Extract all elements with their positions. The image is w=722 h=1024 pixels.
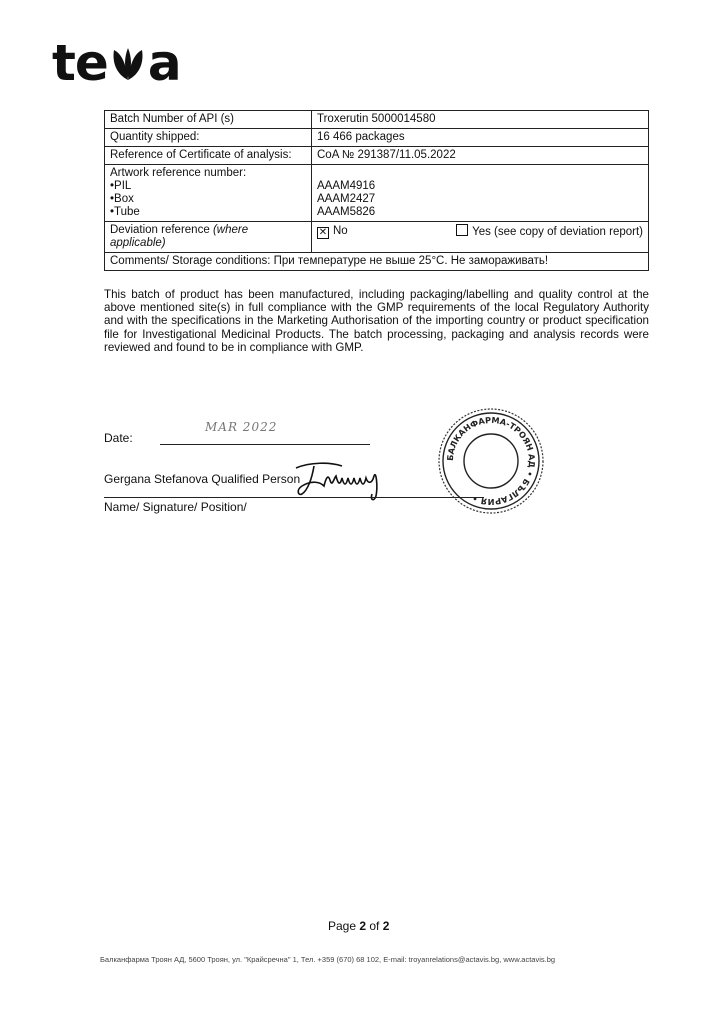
- quantity-value: 16 466 packages: [312, 129, 649, 147]
- leaf-icon: [108, 44, 148, 84]
- date-value: MAR 2022: [205, 420, 278, 434]
- logo-text-right: a: [147, 34, 181, 92]
- name-signature-position: Name/ Signature/ Position/: [104, 500, 247, 514]
- logo-text-left: te: [52, 34, 108, 92]
- seal-text: БАЛКАНФАРМА-ТРОЯН АД • БЪЛГАРИЯ •: [444, 414, 538, 508]
- deviation-no-option[interactable]: [317, 225, 348, 239]
- list-item: • PIL: [110, 180, 306, 193]
- quantity-label: Quantity shipped:: [105, 129, 312, 147]
- date-label: Date:: [104, 431, 133, 445]
- deviation-yes-option[interactable]: [456, 224, 643, 239]
- signature-icon: [290, 456, 400, 506]
- deviation-label-note: (where applicable): [110, 224, 249, 249]
- total-pages: 2: [382, 919, 390, 933]
- table-row: [105, 129, 649, 147]
- batch-label: Batch Number of API (s): [105, 111, 312, 129]
- table-row: [105, 253, 649, 271]
- teva-logo: [52, 34, 181, 92]
- table-row: [105, 111, 649, 129]
- artwork-value: AAAM2427: [317, 193, 376, 205]
- reference-label: Reference of Certificate of analysis:: [105, 147, 312, 165]
- page-number: Page 2 of 2: [328, 919, 390, 933]
- table-row: [105, 165, 649, 222]
- footer-address: Балканфарма Троян АД, 5600 Троян, ул. "Крайсречна" 1, Тел. +359 (670) 68 102, E-mail: troyanrelations@actavis.bg, www.actavis.bg: [100, 955, 556, 964]
- artwork-value: AAAM4916: [317, 180, 376, 192]
- deviation-options: [312, 222, 649, 253]
- qualified-person: Gergana Stefanova Qualified Person: [104, 472, 301, 486]
- checkbox-unchecked-icon[interactable]: [456, 224, 468, 236]
- date-line: [160, 444, 370, 445]
- artwork-value: AAAM5826: [317, 206, 376, 218]
- artwork-label: Artwork reference number:: [110, 167, 247, 179]
- certificate-table: [104, 110, 649, 271]
- deviation-label-cell: [105, 222, 312, 253]
- list-item: • Box: [110, 193, 306, 206]
- deviation-no-label: No: [333, 224, 348, 237]
- current-page: 2: [359, 919, 367, 933]
- table-row: [105, 222, 649, 253]
- artwork-list: [110, 180, 306, 219]
- list-item: • Tube: [110, 206, 306, 219]
- table-row: [105, 147, 649, 165]
- svg-text:БАЛКАНФАРМА-ТРОЯН АД • БЪЛГАРИ: [445, 415, 537, 507]
- signature-line: [104, 497, 484, 498]
- deviation-yes-label: Yes (see copy of deviation report): [472, 226, 643, 238]
- reference-value: CoA № 291387/11.05.2022: [312, 147, 649, 165]
- artwork-values: [312, 165, 649, 222]
- comments: Comments/ Storage conditions: При температуре не выше 25°C. Не замораживать!: [105, 253, 649, 271]
- gmp-statement: This batch of product has been manufactured, including packaging/labelling and quality control at the above mentioned site(s) in full compliance with the GMP requirements of the local Regulatory Authority and with the specifications in the Marketing Authorisation of the importing country or product specification file for Investigational Medicinal Products. The batch processing, packaging and analysis records were reviewed and found to be in compliance with GMP.: [104, 288, 649, 354]
- batch-value: Troxerutin 5000014580: [312, 111, 649, 129]
- deviation-label: Deviation reference: [110, 224, 210, 236]
- artwork-cell: [105, 165, 312, 222]
- checkbox-checked-icon[interactable]: ✕: [318, 226, 328, 238]
- company-seal-icon: [435, 405, 547, 517]
